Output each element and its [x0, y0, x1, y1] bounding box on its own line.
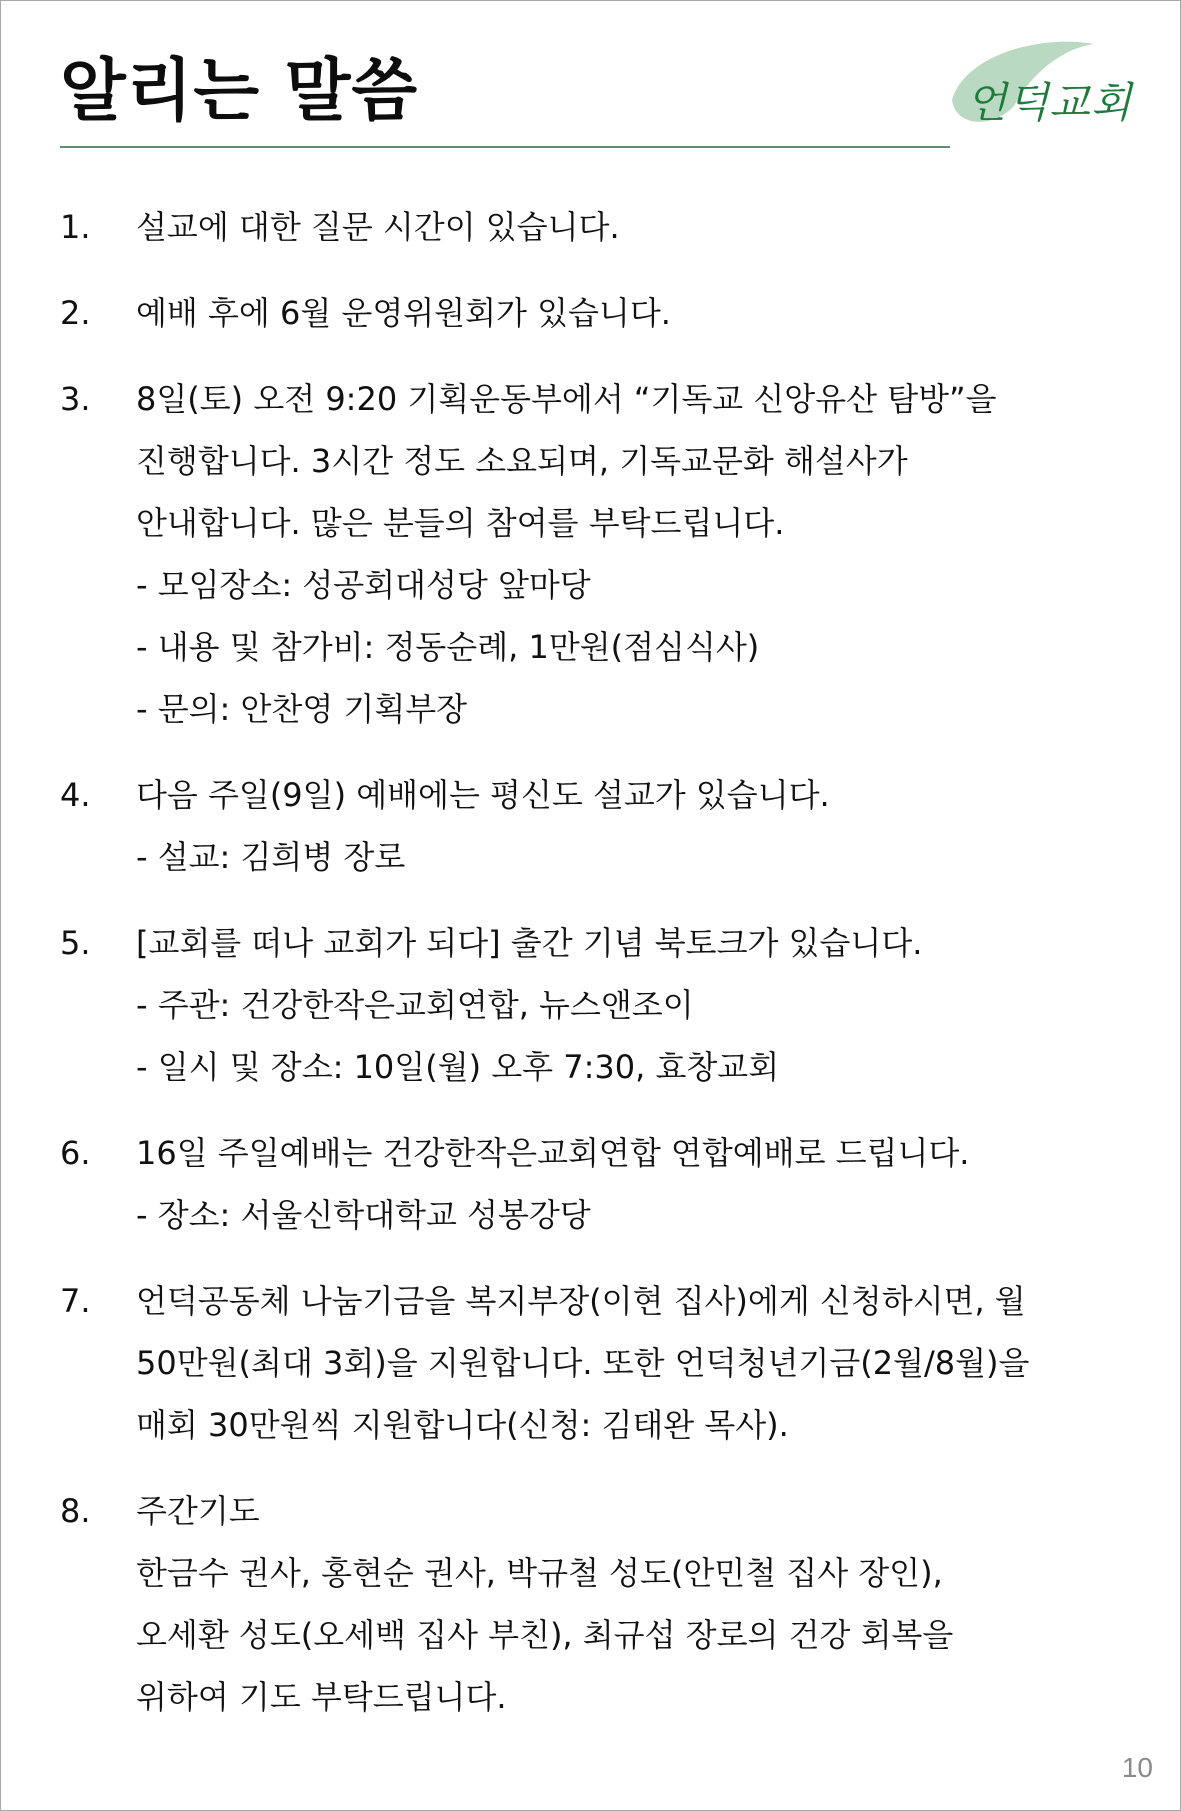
announcement-number: 5. — [60, 924, 91, 962]
announcement-line: 오세환 성도(오세백 집사 부친), 최규섭 장로의 건강 회복을 — [136, 1616, 954, 1654]
announcement-body — [136, 764, 1140, 888]
announcement-line: 다음 주일(9일) 예배에는 평신도 설교가 있습니다. — [136, 776, 830, 814]
announcement-item — [60, 764, 1140, 888]
announcement-line: 안내합니다. 많은 분들의 참여를 부탁드립니다. — [136, 504, 785, 542]
announcement-line: 위하여 기도 부탁드립니다. — [136, 1678, 507, 1716]
announcement-line: 설교에 대한 질문 시간이 있습니다. — [136, 208, 620, 246]
church-logo — [944, 28, 1144, 138]
announcement-line: - 문의: 안찬영 기획부장 — [136, 690, 468, 728]
announcement-item — [60, 912, 1140, 1098]
announcement-body — [136, 1122, 1140, 1246]
announcement-line: - 설교: 김희병 장로 — [136, 838, 406, 876]
announcement-line: 예배 후에 6월 운영위원회가 있습니다. — [136, 294, 671, 332]
announcement-body — [136, 912, 1140, 1098]
page-title: 알리는 말씀 — [60, 52, 419, 131]
announcement-line: [교회를 떠나 교회가 되다] 출간 기념 북토크가 있습니다. — [136, 924, 923, 962]
logo-text: 언덕교회 — [966, 78, 1133, 127]
announcement-line: - 주관: 건강한작은교회연합, 뉴스앤조이 — [136, 986, 694, 1024]
announcement-body — [136, 1270, 1140, 1456]
announcement-number: 2. — [60, 294, 91, 332]
announcement-number: 7. — [60, 1282, 91, 1320]
announcement-line: 16일 주일예배는 건강한작은교회연합 연합예배로 드립니다. — [136, 1134, 970, 1172]
announcement-line: 매회 30만원씩 지원합니다(신청: 김태완 목사). — [136, 1406, 789, 1444]
announcement-body — [136, 196, 1140, 258]
announcement-item — [60, 282, 1140, 344]
announcement-line: - 내용 및 참가비: 정동순례, 1만원(점심식사) — [136, 628, 760, 666]
announcement-item — [60, 1122, 1140, 1246]
announcement-line: 언덕공동체 나눔기금을 복지부장(이현 집사)에게 신청하시면, 월 — [136, 1282, 1026, 1320]
announcement-item — [60, 368, 1140, 740]
announcement-line: - 모임장소: 성공회대성당 앞마당 — [136, 566, 591, 604]
title-divider — [60, 146, 950, 148]
announcement-number: 3. — [60, 380, 91, 418]
announcement-item — [60, 1270, 1140, 1456]
announcement-line: - 장소: 서울신학대학교 성봉강당 — [136, 1196, 591, 1234]
announcement-item — [60, 1480, 1140, 1728]
announcement-number: 6. — [60, 1134, 91, 1172]
announcement-number: 8. — [60, 1492, 91, 1530]
announcement-item — [60, 196, 1140, 258]
announcement-body — [136, 368, 1140, 740]
announcement-line: 진행합니다. 3시간 정도 소요되며, 기독교문화 해설사가 — [136, 442, 908, 480]
announcement-line: 8일(토) 오전 9:20 기획운동부에서 “기독교 신앙유산 탐방”을 — [136, 380, 997, 418]
announcement-line: - 일시 및 장소: 10일(월) 오후 7:30, 효창교회 — [136, 1048, 780, 1086]
announcement-number: 1. — [60, 208, 91, 246]
announcement-number: 4. — [60, 776, 91, 814]
announcement-body — [136, 282, 1140, 344]
announcement-body — [136, 1480, 1140, 1728]
announcement-list — [60, 196, 1140, 1752]
announcement-line: 주간기도 — [136, 1492, 260, 1530]
announcement-line: 50만원(최대 3회)을 지원합니다. 또한 언덕청년기금(2월/8월)을 — [136, 1344, 1030, 1382]
announcement-line: 한금수 권사, 홍현순 권사, 박규철 성도(안민철 집사 장인), — [136, 1554, 943, 1592]
page-number: 10 — [1121, 1752, 1153, 1783]
page-header — [60, 52, 950, 148]
